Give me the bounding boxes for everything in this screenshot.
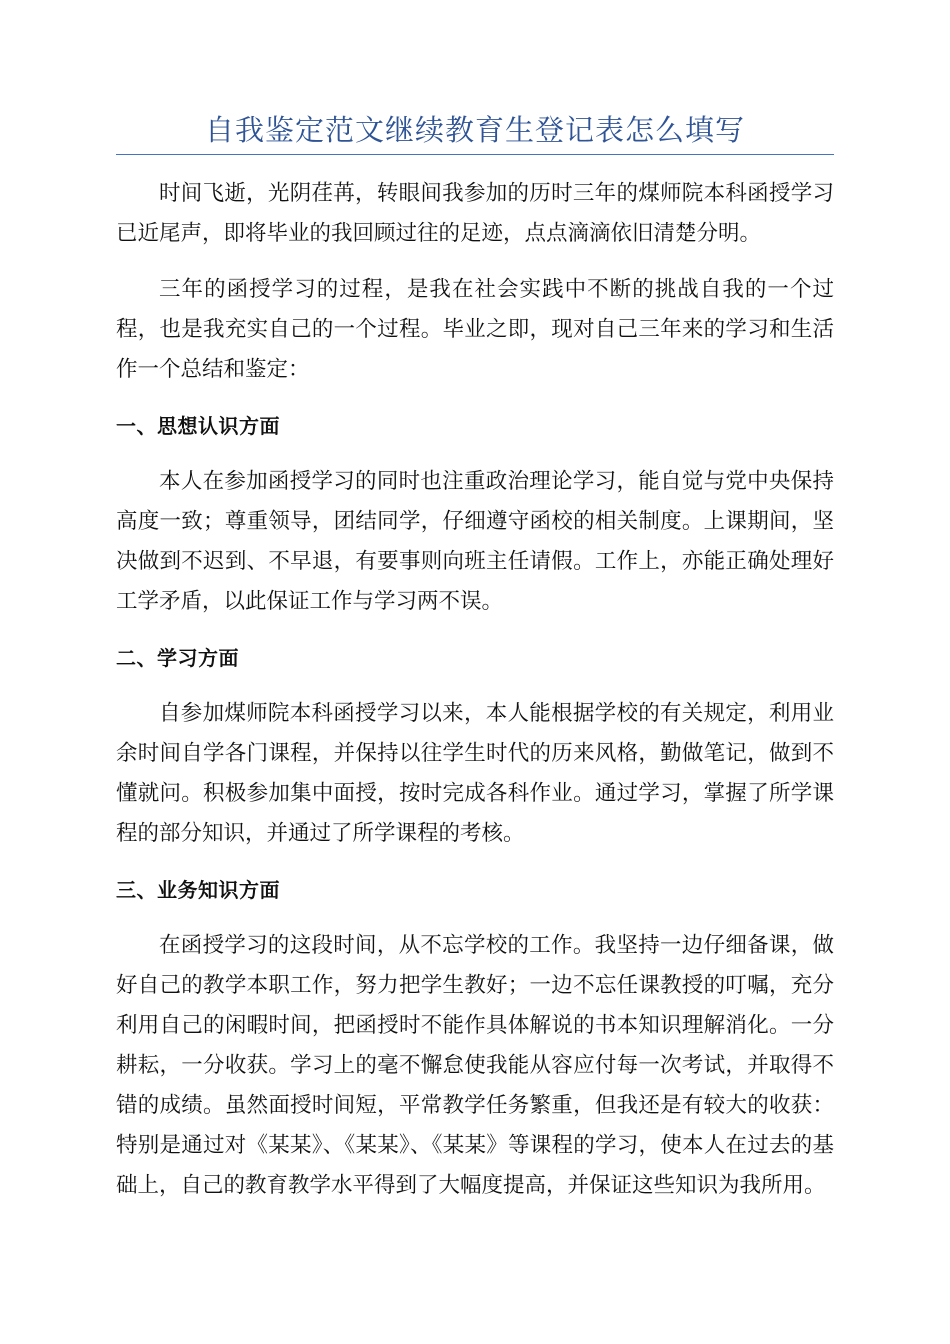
section-heading-thought: 一、思想认识方面 (116, 414, 280, 438)
section-paragraph-professional: 在函授学习的这段时间，从不忘学校的工作。我坚持一边仔细备课，做好自己的教学本职工作，努力把学生教好；一边不忘任课教授的叮嘱，充分利用自己的闲暇时间，把函授时不能作具体解说的书本知识理解消化。一分耕耘，一分收获。学习上的毫不懈怠使我能从容应付每一次考试，并取得不错的成绩。虽然面授时间短，平常教学任务繁重，但我还是有较大的收获：特别是通过对《某某》、《某某》、《某某》等课程的学习，使本人在过去的基础上，自己的教育教学水平得到了大幅度提高，并保证这些知识为我所用。 (116, 933, 834, 1198)
section-heading-study: 二、学习方面 (116, 646, 239, 670)
section-paragraph-thought: 本人在参加函授学习的同时也注重政治理论学习，能自觉与党中央保持高度一致；尊重领导，团结同学，仔细遵守函校的相关制度。上课期间，坚决做到不迟到、不早退，有要事则向班主任请假。工作上，亦能正确处理好工学矛盾，以此保证工作与学习两不误。 (116, 469, 834, 614)
document-body (116, 174, 834, 1206)
title-underline (116, 154, 834, 155)
section-paragraph-study: 自参加煤师院本科函授学习以来，本人能根据学校的有关规定，利用业余时间自学各门课程，并保持以往学生时代的历来风格，勤做笔记，做到不懂就问。积极参加集中面授，按时完成各科作业。通过学习，掌握了所学课程的部分知识，并通过了所学课程的考核。 (116, 701, 834, 846)
intro-paragraph-2: 三年的函授学习的过程，是我在社会实践中不断的挑战自我的一个过程，也是我充实自己的一个过程。毕业之即，现对自己三年来的学习和生活作一个总结和鉴定： (116, 277, 834, 382)
section-heading-professional: 三、业务知识方面 (116, 878, 280, 902)
intro-paragraph-1: 时间飞逝，光阴荏苒，转眼间我参加的历时三年的煤师院本科函授学习已近尾声，即将毕业的我回顾过往的足迹，点点滴滴依旧清楚分明。 (116, 181, 834, 246)
document-title: 自我鉴定范文继续教育生登记表怎么填写 (204, 113, 745, 147)
